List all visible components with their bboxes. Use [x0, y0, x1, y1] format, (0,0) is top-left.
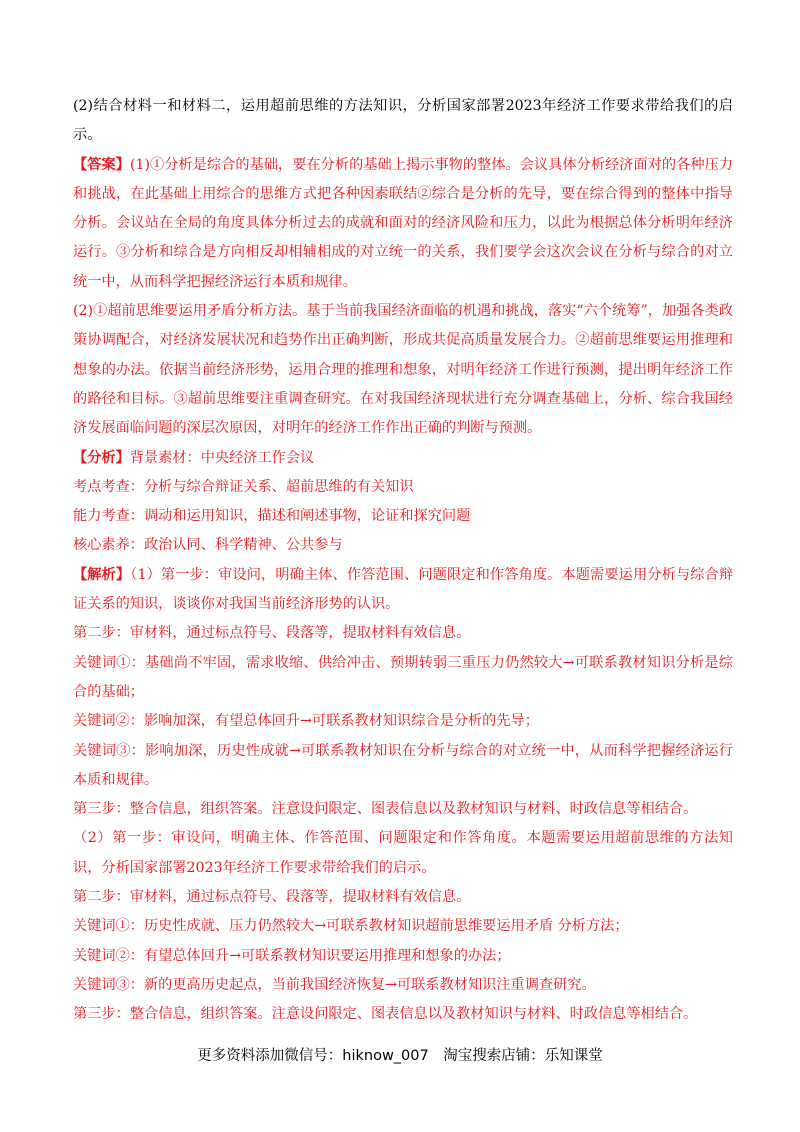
hexin-line: 核心素养：政治认同、科学精神、公共参与: [73, 537, 343, 554]
analysis-line: [73, 444, 733, 473]
q2-step2: 第二步：审材料，通过标点符号、段落等，提取材料有效信息。: [73, 889, 471, 906]
nengli-line: 能力考查：调动和运用知识，描述和阐述事物，论证和探究问题: [73, 508, 471, 525]
kaodian-line: 考点考查：分析与综合辩证关系、超前思维的有关知识: [73, 478, 414, 495]
keyword-3: 关键词③：影响加深，历史性成就→可联系教材知识在分析与综合的对立统一中，从而科学把握经济运行本质和规律。: [73, 742, 733, 788]
q2-step1: （2）第一步：审设问，明确主体、作答范围、问题限定和作答角度。本题需要运用超前思维的方法知识，分析国家部署2023年经济工作要求带给我们的启示。: [73, 830, 733, 876]
jiexi-tag: 【解析】: [73, 566, 131, 583]
q2-step3: 第三步：整合信息，组织答案。注意设问限定、图表信息以及教材知识与材料、时政信息等相结合。: [73, 1006, 698, 1023]
answer-part-1: (1)①分析是综合的基础，要在分析的基础上揭示事物的整体。会议具体分析经济面对的各种压力和挑战，在此基础上用综合的思维方式把各种因素联结②综合是分析的先导，要在综合得到的整体中指导分析。会议站在全局的角度具体分析过去的成就和面对的经济风险和压力，以此为根据总体分析明年经济运行。③分析和综合是方向相反却相辅相成的对立统一的关系，我们要学会这次会议在分析与综合的对立统一中，从而科学把握经济运行本质和规律。: [73, 156, 733, 290]
jiexi-step3: 第三步：整合信息，组织答案。注意设问限定、图表信息以及教材知识与材料、时政信息等相结合。: [73, 801, 698, 818]
keyword-2: 关键词②：影响加深，有望总体回升→可联系教材知识综合是分析的先导；: [73, 713, 539, 730]
page-footer: 更多资料添加微信号：hiknow_007 淘宝搜索店铺：乐知课堂: [197, 1048, 603, 1064]
answer-paragraph-2: (2)①超前思维要运用矛盾分析方法。基于当前我国经济面临的机遇和挑战，落实“六个统筹”，加强各类政策协调配合，对经济发展状况和趋势作出正确判断，形成共促高质量发展合力。②超前思维要运用推理和想象的办法。依据当前经济形势，运用合理的推理和想象，对明年经济工作进行预测，提出明年经济工作的路径和目标。③超前思维要注重调查研究。在对我国经济现状进行充分调查基础上，分析、综合我国经济发展面临问题的深层次原因，对明年的经济工作作出正确的判断与预测。: [73, 303, 733, 437]
document-body: [73, 92, 733, 1030]
q2-keyword-2: 关键词②：有望总体回升→可联系教材知识要运用推理和想象的办法；: [73, 947, 511, 964]
jiexi-step1: [73, 561, 733, 620]
answer-tag: 【答案】: [73, 156, 130, 173]
jiexi-step1-text: （1）第一步：审设问，明确主体、作答范围、问题限定和作答角度。本题需要运用分析与综合辩证关系的知识，谈谈你对我国当前经济形势的认识。: [73, 566, 733, 613]
jiexi-step2: 第二步：审材料，通过标点符号、段落等，提取材料有效信息。: [73, 625, 471, 642]
keyword-1: 关键词①：基础尚不牢固，需求收缩、供给冲击、预期转弱三重压力仍然较大→可联系教材知识分析是综合的基础；: [73, 654, 733, 700]
q2-keyword-3: 关键词③：新的更高历史起点，当前我国经济恢复→可联系教材知识注重调查研究。: [73, 976, 596, 993]
analysis-tag: 【分析】: [73, 449, 130, 466]
question-text: (2)结合材料一和材料二，运用超前思维的方法知识，分析国家部署2023年经济工作要求带给我们的启示。: [73, 98, 733, 144]
answer-paragraph-1: [73, 151, 733, 297]
analysis-text: 背景素材：中央经济工作会议: [129, 449, 315, 466]
q2-keyword-1: 关键词①：历史性成就、压力仍然较大→可联系教材知识超前思维要运用矛盾 分析方法；: [73, 918, 629, 935]
